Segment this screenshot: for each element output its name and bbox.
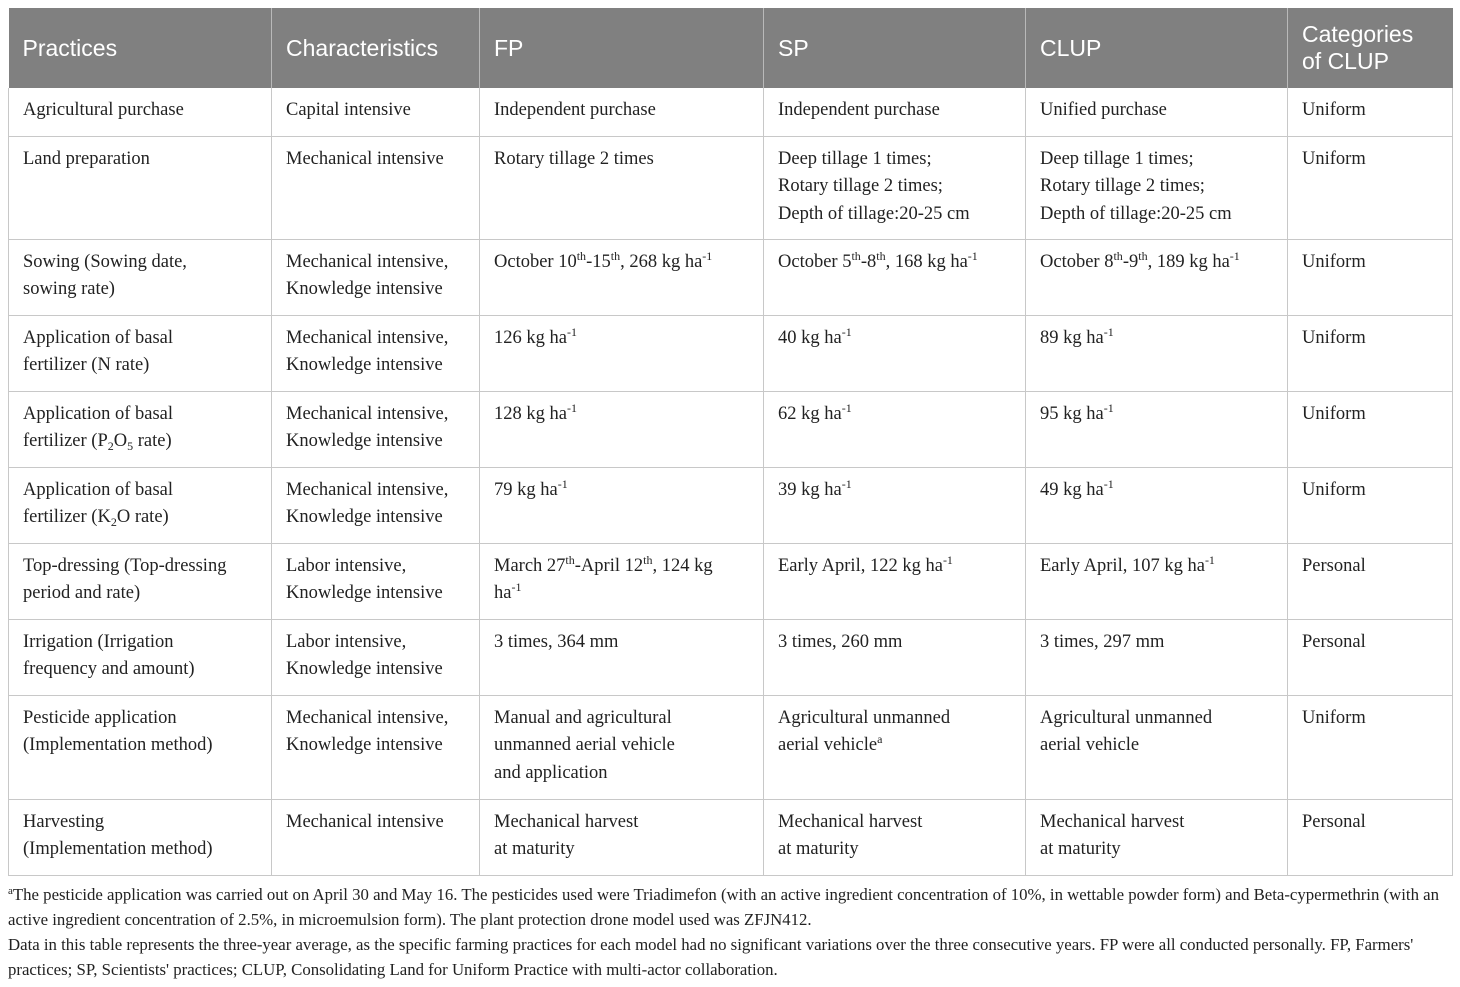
table-row: [9, 695, 1453, 799]
cell-practice: [9, 136, 272, 239]
cell-text: fertilizer (N rate): [23, 355, 150, 375]
cell-sp: [764, 391, 1026, 467]
cell-text: 126 kg ha: [494, 327, 567, 348]
table-row: [9, 467, 1453, 543]
superscript: -1: [1103, 476, 1114, 491]
superscript: -1: [702, 248, 713, 263]
cell-text: 89 kg ha: [1040, 327, 1104, 348]
cell-text: Agricultural unmanned: [778, 707, 951, 728]
cell-sp: [764, 315, 1026, 391]
cell-text: Knowledge intensive: [286, 507, 443, 527]
cell-clup: [1026, 695, 1288, 799]
cell-text: Depth of tillage:20-25 cm: [1040, 203, 1232, 224]
cell-text: October 8: [1040, 251, 1114, 272]
cell-category: Uniform: [1288, 391, 1453, 467]
superscript: -1: [1103, 400, 1114, 415]
cell-text: -9: [1122, 251, 1139, 272]
superscript: th: [851, 248, 861, 263]
cell-text: 3 times, 297 mm: [1040, 631, 1165, 652]
cell-text: Early April, 122 kg ha: [778, 555, 943, 576]
practices-table-container: [8, 8, 1452, 876]
cell-text: 3 times, 364 mm: [494, 631, 619, 652]
cell-practice: [9, 619, 272, 695]
cell-text: Knowledge intensive: [286, 659, 443, 679]
cell-text: Application of basal: [23, 479, 174, 500]
cell-practice: [9, 315, 272, 391]
cell-text: 39 kg ha: [778, 479, 842, 500]
cell-practice: [9, 799, 272, 875]
cell-text: October 5: [778, 251, 852, 272]
cell-text: (Implementation method): [23, 839, 213, 859]
subscript: 5: [127, 439, 134, 453]
cell-text: Mechanical intensive,: [286, 479, 449, 500]
cell-clup: [1026, 136, 1288, 239]
header-categories-of-clup: Categories of CLUP: [1288, 8, 1453, 88]
cell-text: , 168 kg ha: [885, 251, 968, 272]
cell-text: ha: [494, 583, 512, 603]
superscript: -1: [841, 324, 852, 339]
cell-fp: [480, 136, 764, 239]
table-row: [9, 315, 1453, 391]
cell-text-line: [494, 553, 749, 581]
cell-clup: [1026, 799, 1288, 875]
header-practices: Practices: [9, 8, 272, 88]
cell-characteristics: [272, 543, 480, 619]
cell-fp: [480, 391, 764, 467]
cell-text: -April 12: [574, 555, 644, 576]
cell-text-line: [778, 732, 1011, 760]
cell-sp: [764, 467, 1026, 543]
cell-text: Top-dressing (Top-dressing: [23, 555, 227, 576]
cell-text: Mechanical intensive: [286, 811, 444, 832]
cell-text: Capital intensive: [286, 100, 411, 120]
cell-practice: [9, 543, 272, 619]
cell-text: 49 kg ha: [1040, 479, 1104, 500]
cell-text: , 268 kg ha: [620, 251, 703, 272]
cell-text: Application of basal: [23, 327, 174, 348]
cell-text: Rotary tillage 2 times: [494, 148, 654, 169]
cell-text: and application: [494, 762, 608, 783]
cell-category: Uniform: [1288, 239, 1453, 315]
footnote-data-note: Data in this table represents the three-year average, as the specific farming practices for each model had no significant variations over the three consecutive years. FP were all conducted personally. FP, Farmers' practices; SP, Scientists' practices; CLUP, Consolidating Land for Uniform Practice with multi-actor collaboration.: [8, 935, 1414, 979]
superscript: -1: [942, 552, 953, 567]
cell-text: Knowledge intensive: [286, 279, 443, 299]
cell-text: Rotary tillage 2 times;: [778, 176, 943, 196]
footnote-marker: a: [8, 885, 13, 897]
cell-category: Uniform: [1288, 315, 1453, 391]
cell-practice: [9, 88, 272, 136]
cell-text: Agricultural unmanned: [1040, 707, 1213, 728]
superscript: th: [1138, 248, 1148, 263]
cell-text: Harvesting: [23, 811, 105, 832]
cell-text: Knowledge intensive: [286, 735, 443, 755]
superscript: th: [1113, 248, 1123, 263]
cell-text: , 189 kg ha: [1147, 251, 1230, 272]
superscript: -1: [1204, 552, 1215, 567]
cell-text: 79 kg ha: [494, 479, 558, 500]
cell-text: O: [113, 431, 128, 451]
subscript: 2: [107, 439, 114, 453]
cell-text: Mechanical intensive: [286, 148, 444, 169]
cell-text: rate): [133, 431, 172, 451]
cell-sp: [764, 543, 1026, 619]
cell-text: Independent purchase: [778, 100, 940, 120]
cell-text: Sowing (Sowing date,: [23, 251, 187, 272]
cell-text: 95 kg ha: [1040, 403, 1104, 424]
cell-practice: [9, 467, 272, 543]
table-row: [9, 239, 1453, 315]
cell-text: , 124 kg: [652, 555, 713, 576]
cell-text: March 27: [494, 555, 566, 576]
cell-clup: [1026, 88, 1288, 136]
cell-category: Personal: [1288, 799, 1453, 875]
cell-text: 40 kg ha: [778, 327, 842, 348]
table-row: [9, 391, 1453, 467]
cell-characteristics: [272, 799, 480, 875]
cell-characteristics: [272, 619, 480, 695]
cell-text: aerial vehicle: [778, 735, 878, 755]
superscript: th: [576, 248, 587, 263]
footnote-marker: a: [877, 732, 883, 746]
table-footnotes: [8, 882, 1452, 982]
cell-fp: [480, 239, 764, 315]
cell-clup: [1026, 543, 1288, 619]
cell-text: sowing rate): [23, 279, 115, 299]
cell-text: Knowledge intensive: [286, 431, 443, 451]
cell-text: Early April, 107 kg ha: [1040, 555, 1205, 576]
cell-text: unmanned aerial vehicle: [494, 735, 675, 755]
cell-text: Labor intensive,: [286, 631, 407, 652]
cell-text: Labor intensive,: [286, 555, 407, 576]
cell-text: -15: [586, 251, 611, 272]
cell-text: Rotary tillage 2 times;: [1040, 176, 1205, 196]
cell-fp: [480, 315, 764, 391]
cell-fp: [480, 799, 764, 875]
superscript: -1: [841, 400, 852, 415]
cell-characteristics: [272, 239, 480, 315]
practices-table: [8, 8, 1453, 876]
cell-category: Personal: [1288, 543, 1453, 619]
cell-clup: [1026, 467, 1288, 543]
cell-text: Mechanical intensive,: [286, 403, 449, 424]
cell-practice: [9, 391, 272, 467]
cell-sp: [764, 695, 1026, 799]
cell-fp: [480, 88, 764, 136]
cell-practice: [9, 239, 272, 315]
cell-characteristics: [272, 136, 480, 239]
cell-text: Mechanical intensive,: [286, 327, 449, 348]
cell-text: at maturity: [1040, 839, 1121, 859]
superscript: -1: [557, 476, 568, 491]
superscript: -1: [967, 248, 978, 263]
cell-sp: [764, 799, 1026, 875]
cell-text: fertilizer (P: [23, 431, 108, 451]
cell-clup: [1026, 619, 1288, 695]
cell-fp: [480, 695, 764, 799]
header-sp: SP: [764, 8, 1026, 88]
header-clup: CLUP: [1026, 8, 1288, 88]
cell-sp: [764, 239, 1026, 315]
cell-fp: [480, 543, 764, 619]
cell-text: Deep tillage 1 times;: [778, 148, 932, 169]
cell-text: 62 kg ha: [778, 403, 842, 424]
cell-text: Mechanical harvest: [494, 811, 639, 832]
cell-text: period and rate): [23, 583, 141, 603]
cell-text-line: [23, 504, 257, 532]
footnote-a: [8, 882, 1452, 932]
cell-text: at maturity: [494, 839, 575, 859]
table-header-row: [9, 8, 1453, 88]
cell-characteristics: [272, 88, 480, 136]
cell-practice: [9, 695, 272, 799]
footnote-text: The pesticide application was carried out on April 30 and May 16. The pesticides used were Triadimefon (with an active ingredient concentration of 10%, in wettable powder form) and Beta-cypermethrin (with an active ingredient concentration of 2.5%, in microemulsion form). The plant protection drone model used was ZFJN412.: [8, 885, 1440, 929]
cell-text: Irrigation (Irrigation: [23, 631, 174, 652]
cell-text: Land preparation: [23, 148, 150, 169]
cell-clup: [1026, 239, 1288, 315]
cell-category: Personal: [1288, 619, 1453, 695]
table-row: [9, 543, 1453, 619]
cell-text: frequency and amount): [23, 659, 195, 679]
cell-fp: [480, 619, 764, 695]
cell-text: 128 kg ha: [494, 403, 567, 424]
subscript: 2: [110, 515, 117, 529]
cell-text: Depth of tillage:20-25 cm: [778, 203, 970, 224]
cell-text: Agricultural purchase: [23, 100, 184, 120]
cell-category: Uniform: [1288, 88, 1453, 136]
superscript: -1: [511, 580, 522, 594]
cell-text: Deep tillage 1 times;: [1040, 148, 1194, 169]
cell-text: Pesticide application: [23, 707, 177, 728]
cell-sp: [764, 619, 1026, 695]
cell-text: Knowledge intensive: [286, 583, 443, 603]
cell-text: at maturity: [778, 839, 859, 859]
superscript: -1: [566, 400, 577, 415]
cell-clup: [1026, 315, 1288, 391]
cell-text: O rate): [116, 507, 169, 527]
superscript: -1: [566, 324, 577, 339]
cell-text-line: [23, 428, 257, 456]
cell-characteristics: [272, 391, 480, 467]
cell-text-line: [494, 580, 749, 608]
superscript: -1: [841, 476, 852, 491]
cell-category: Uniform: [1288, 467, 1453, 543]
cell-characteristics: [272, 695, 480, 799]
header-characteristics: Characteristics: [272, 8, 480, 88]
table-row: [9, 88, 1453, 136]
cell-text: Independent purchase: [494, 100, 656, 120]
cell-text: Mechanical intensive,: [286, 707, 449, 728]
cell-category: Uniform: [1288, 695, 1453, 799]
cell-text: October 10: [494, 251, 577, 272]
cell-text: aerial vehicle: [1040, 735, 1140, 755]
cell-text: Mechanical intensive,: [286, 251, 449, 272]
cell-fp: [480, 467, 764, 543]
cell-characteristics: [272, 467, 480, 543]
superscript: th: [565, 552, 575, 567]
superscript: -1: [1229, 248, 1240, 263]
cell-text: Knowledge intensive: [286, 355, 443, 375]
header-fp: FP: [480, 8, 764, 88]
table-row: [9, 136, 1453, 239]
cell-text: Application of basal: [23, 403, 174, 424]
cell-category: Uniform: [1288, 136, 1453, 239]
cell-text: Manual and agricultural: [494, 707, 672, 728]
cell-text: 3 times, 260 mm: [778, 631, 903, 652]
table-row: [9, 619, 1453, 695]
cell-text: Mechanical harvest: [778, 811, 923, 832]
superscript: th: [610, 248, 621, 263]
cell-clup: [1026, 391, 1288, 467]
cell-text: fertilizer (K: [23, 507, 111, 527]
cell-text: Unified purchase: [1040, 100, 1167, 120]
cell-characteristics: [272, 315, 480, 391]
cell-text: (Implementation method): [23, 735, 213, 755]
superscript: th: [643, 552, 653, 567]
superscript: -1: [1103, 324, 1114, 339]
cell-sp: [764, 88, 1026, 136]
cell-text: -8: [860, 251, 877, 272]
table-row: [9, 799, 1453, 875]
cell-sp: [764, 136, 1026, 239]
superscript: th: [876, 248, 886, 263]
cell-text: Mechanical harvest: [1040, 811, 1185, 832]
